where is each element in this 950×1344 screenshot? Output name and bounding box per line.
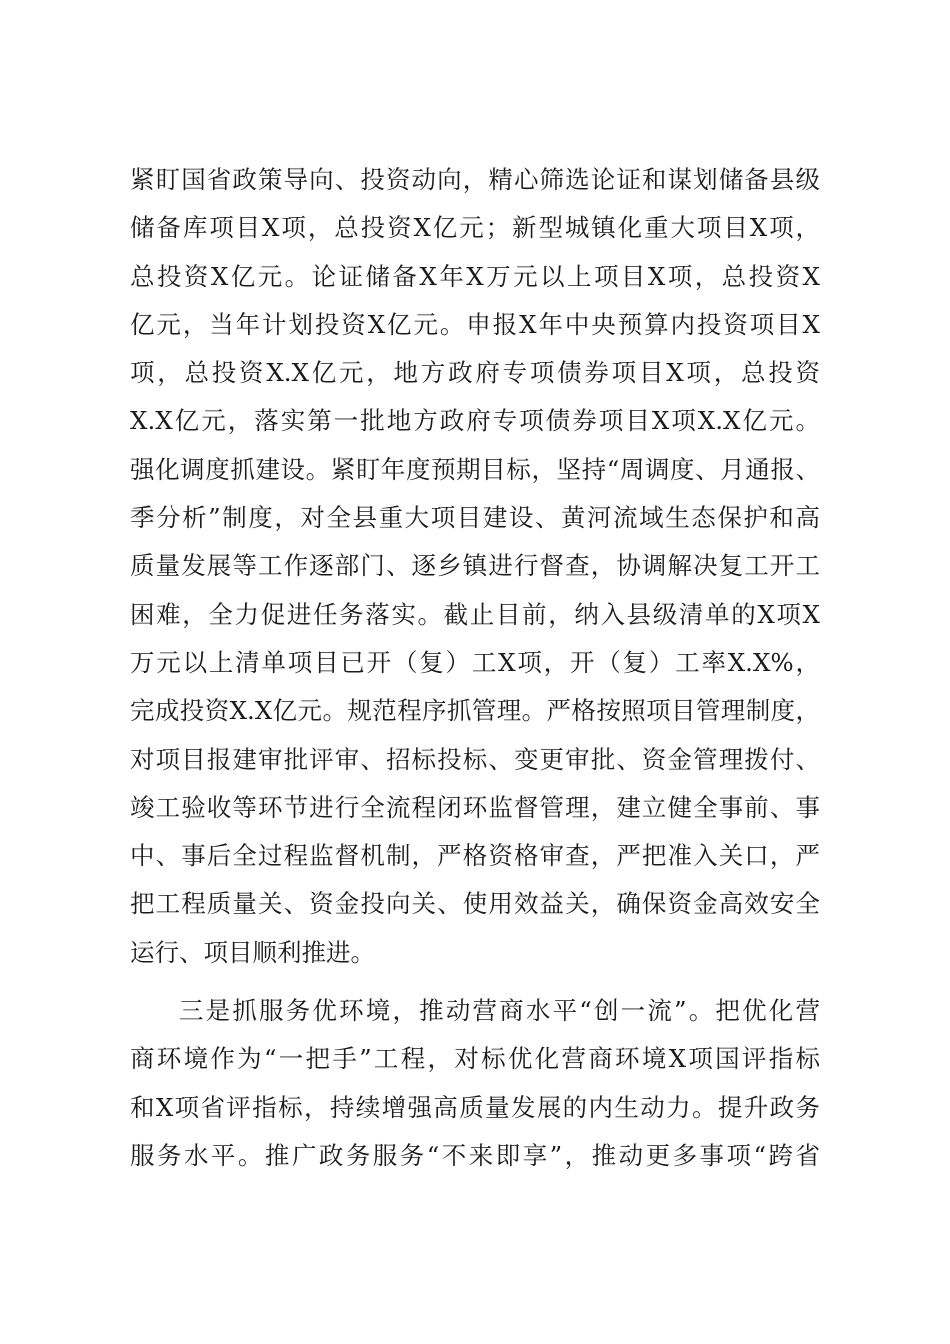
text-line: X.X亿元，落实第一批地方政府专项债券项目X项X.X亿元。 bbox=[130, 406, 820, 436]
text-line: 把工程质量关、资金投向关、使用效益关，确保资金高效安全 bbox=[130, 889, 820, 919]
paragraph bbox=[130, 165, 820, 1001]
text-line: 三是抓服务优环境，推动营商水平“创一流”。把优化营 bbox=[179, 996, 820, 1026]
text-line: 总投资X亿元。论证储备X年X万元以上项目X项，总投资X bbox=[130, 261, 820, 291]
paragraph bbox=[130, 996, 820, 1204]
text-line: 困难，全力促进任务落实。截止目前，纳入县级清单的X项X bbox=[130, 599, 820, 629]
text-line: 质量发展等工作逐部门、逐乡镇进行督查，协调解决复工开工 bbox=[130, 551, 820, 581]
text-line: 万元以上清单项目已开（复）工X项，开（复）工率X.X%， bbox=[130, 647, 820, 677]
text-line: 项，总投资X.X亿元，地方政府专项债券项目X项，总投资 bbox=[130, 358, 820, 388]
text-line: 竣工验收等环节进行全流程闭环监督管理，建立健全事前、事 bbox=[130, 792, 820, 822]
text-line: 季分析”制度，对全县重大项目建设、黄河流域生态保护和高 bbox=[130, 503, 820, 533]
text-line: 强化调度抓建设。紧盯年度预期目标，坚持“周调度、月通报、 bbox=[130, 454, 820, 484]
text-line: 完成投资X.X亿元。规范程序抓管理。严格按照项目管理制度， bbox=[130, 696, 820, 726]
text-line: 服务水平。推广政务服务“不来即享”，推动更多事项“跨省 bbox=[130, 1140, 820, 1170]
text-line: 商环境作为“一把手”工程，对标优化营商环境X项国评指标 bbox=[130, 1044, 820, 1074]
body-text bbox=[130, 165, 820, 1204]
text-line: 和X项省评指标，持续增强高质量发展的内生动力。提升政务 bbox=[130, 1092, 820, 1122]
text-line: 紧盯国省政策导向、投资动向，精心筛选论证和谋划储备县级 bbox=[130, 165, 820, 194]
text-line: 运行、项目顺利推进。 bbox=[130, 937, 375, 967]
text-line: 中、事后全过程监督机制，严格资格审查，严把准入关口，严 bbox=[130, 841, 820, 871]
text-line: 亿元，当年计划投资X亿元。申报X年中央预算内投资项目X bbox=[130, 309, 820, 339]
text-line: 储备库项目X项，总投资X亿元；新型城镇化重大项目X项， bbox=[130, 213, 820, 243]
text-line: 对项目报建审批评审、招标投标、变更审批、资金管理拨付、 bbox=[130, 744, 820, 774]
